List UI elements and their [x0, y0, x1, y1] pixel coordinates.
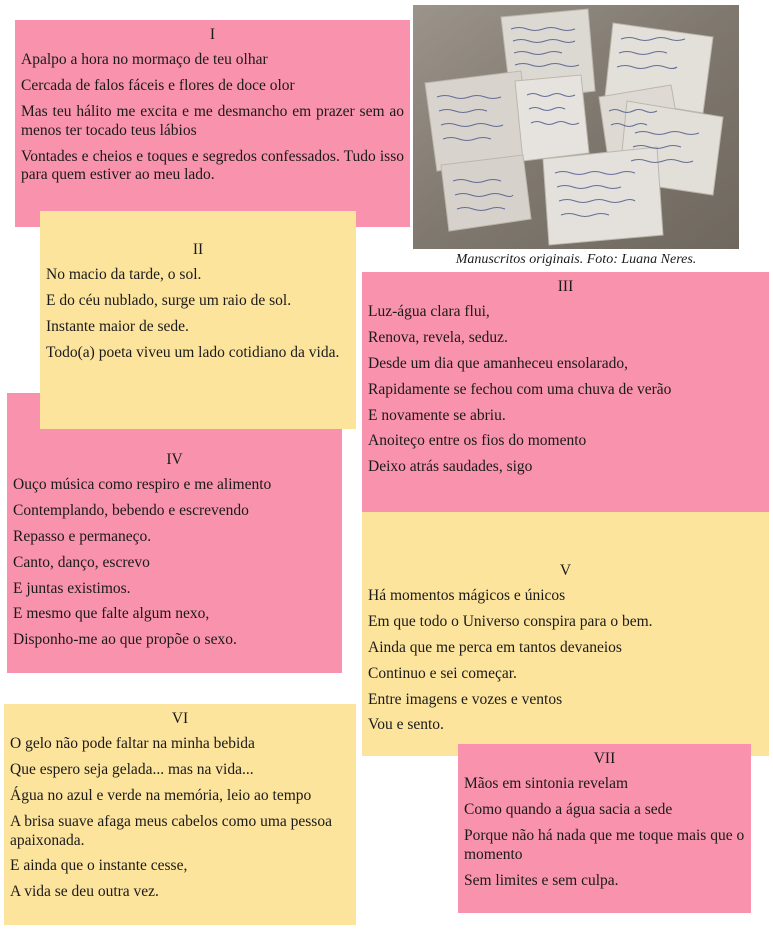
poem-line: E mesmo que falte algum nexo,: [13, 605, 210, 623]
poem-card-6: [4, 704, 356, 925]
poem-line: Luz-água clara flui,: [368, 302, 490, 320]
poem-line: Sem limites e sem culpa.: [464, 871, 619, 889]
poem-line: Todo(a) poeta viveu um lado cotidiano da vida.: [46, 343, 340, 361]
poem-line: Vou e sento.: [368, 716, 444, 734]
poem-line: Como quando a água sacia a sede: [464, 800, 673, 818]
poem-line: O gelo não pode faltar na minha bebida: [10, 734, 255, 752]
poem-line: Desde um dia que amanheceu ensolarado,: [368, 354, 628, 372]
poem-numeral: II: [192, 241, 204, 258]
poem-line: No macio da tarde, o sol.: [46, 265, 202, 283]
poem-card-4: [7, 393, 342, 673]
poem-line: Anoiteço entre os fios do momento: [368, 432, 587, 450]
poem-line: Mãos em sintonia revelam: [464, 774, 628, 792]
poem-numeral: IV: [166, 451, 183, 468]
poem-numeral: VI: [171, 710, 189, 727]
poem-line: Renova, revela, seduz.: [368, 328, 508, 346]
poem-card-7: [458, 744, 751, 913]
poem-line: Cercada de falos fáceis e flores de doce olor: [21, 76, 295, 94]
poem-line: Que espero seja gelada... mas na vida...: [10, 760, 254, 778]
manuscripts-image: [413, 5, 739, 249]
poem-line: Continuo e sei começar.: [368, 664, 517, 682]
poem-line: Entre imagens e vozes e ventos: [368, 690, 563, 708]
poem-line: Água no azul e verde na memória, leio ao tempo: [10, 786, 312, 804]
poem-numeral: I: [209, 26, 216, 43]
poem-numeral: III: [557, 278, 574, 295]
poem-line: Disponho-me ao que propõe o sexo.: [13, 631, 237, 649]
poem-line: Ouço música como respiro e me alimento: [13, 475, 272, 493]
poem-line: Repasso e permaneço.: [13, 527, 152, 545]
poem-card-2: [40, 211, 356, 429]
poem-numeral: VII: [593, 750, 616, 767]
poem-line: Canto, danço, escrevo: [13, 553, 150, 571]
poem-numeral: V: [559, 562, 572, 579]
poem-line: Deixo atrás saudades, sigo: [368, 458, 533, 476]
poem-line: E juntas existimos.: [13, 579, 131, 597]
poem-line: A brisa suave afaga meus cabelos como uma pessoa apaixonada.: [10, 812, 332, 849]
poem-line: Mas teu hálito me excita e me desmancho em prazer sem ao menos ter tocado teus lábios: [21, 102, 404, 139]
poem-line: Instante maior de sede.: [46, 317, 189, 335]
photo-caption: Manuscritos originais. Foto: Luana Neres.: [455, 252, 697, 267]
poem-line: E novamente se abriu.: [368, 406, 506, 424]
poem-line: Apalpo a hora no mormaço de teu olhar: [21, 50, 268, 68]
manuscripts-photo: [413, 5, 739, 249]
poem-line: E ainda que o instante cesse,: [10, 857, 188, 875]
poem-card-5: [362, 512, 769, 756]
poem-line: Vontades e cheios e toques e segredos confessados. Tudo isso para quem estiver ao meu lado.: [21, 147, 404, 184]
poem-line: A vida se deu outra vez.: [10, 883, 159, 901]
poem-line: Há momentos mágicos e únicos: [368, 586, 566, 604]
poem-line: E do céu nublado, surge um raio de sol.: [46, 291, 292, 309]
poem-card-1: [15, 20, 410, 227]
poem-line: Em que todo o Universo conspira para o bem.: [368, 612, 653, 630]
poem-line: Ainda que me perca em tantos devaneios: [368, 638, 622, 656]
poem-line: Rapidamente se fechou com uma chuva de verão: [368, 380, 672, 398]
poem-line: Porque não há nada que me toque mais que o momento: [464, 826, 745, 863]
poem-card-3: [362, 272, 769, 512]
poem-line: Contemplando, bebendo e escrevendo: [13, 501, 249, 519]
